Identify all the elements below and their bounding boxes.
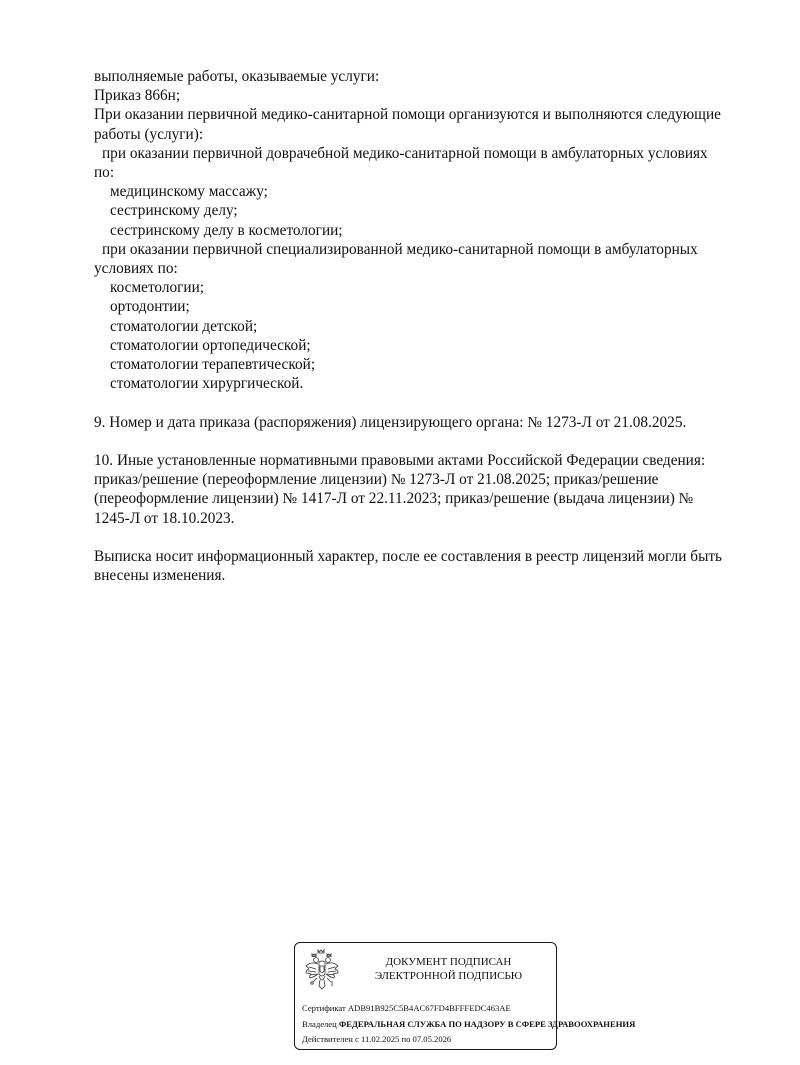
text-line: по: <box>94 164 115 182</box>
text-line: ортодонтии; <box>110 298 190 316</box>
text-line: сестринскому делу в косметологии; <box>110 221 343 239</box>
owner-value: ФЕДЕРАЛЬНАЯ СЛУЖБА ПО НАДЗОРУ В СФЕРЕ ЗДРАВООХРАНЕНИЯ <box>338 1018 636 1029</box>
text-line: условиях по: <box>94 260 178 278</box>
stamp-header-line2: ЭЛЕКТРОННОЙ ПОДПИСЬЮ <box>374 970 523 982</box>
text-line: При оказании первичной медико-санитарной помощи организуются и выполняются следующие <box>94 106 721 124</box>
stamp-validity: Действителен с 11.02.2025 по 07.05.2026 <box>302 1034 452 1044</box>
text-line: (переоформление лицензии) № 1417-Л от 22.11.2023; приказ/решение (выдача лицензии) № <box>94 490 694 508</box>
text-line: медицинскому массажу; <box>110 183 268 201</box>
russian-coat-of-arms-icon <box>303 948 341 992</box>
text-line: стоматологии хирургической. <box>110 375 304 393</box>
text-line: работы (услуги): <box>94 125 204 143</box>
text-line: стоматологии ортопедической; <box>110 336 311 354</box>
blank-line <box>94 432 754 451</box>
text-line: 9. Номер и дата приказа (распоряжения) лицензирующего органа: № 1273-Л от 21.08.2025. <box>94 413 687 431</box>
stamp-details <box>302 1001 636 1048</box>
stamp-header-line1: ДОКУМЕНТ ПОДПИСАН <box>385 956 512 968</box>
text-line: 1245-Л от 18.10.2023. <box>94 509 235 527</box>
text-line: косметологии; <box>110 279 205 297</box>
text-line: при оказании первичной специализированной медико-санитарной помощи в амбулаторных <box>102 240 698 258</box>
text-line: 10. Иные установленные нормативными правовыми актами Российской Федерации сведения: <box>94 452 706 470</box>
text-line: стоматологии детской; <box>110 317 258 335</box>
electronic-signature-stamp <box>294 942 636 1050</box>
certificate-value: ADB91B925C5B4AC67FD4BFFFEDC463AE <box>347 1003 511 1013</box>
owner-label: Владелец <box>302 1018 337 1029</box>
text-line: Приказ 866н; <box>94 87 181 105</box>
text-line: при оказании первичной доврачебной медико-санитарной помощи в амбулаторных условиях <box>102 144 708 162</box>
certificate-label: Сертификат <box>302 1003 346 1013</box>
blank-line <box>94 528 754 547</box>
stamp-certificate <box>302 1001 556 1017</box>
text-line: выполняемые работы, оказываемые услуги: <box>94 68 380 85</box>
text-line: Выписка носит информационный характер, после ее составления в реестр лицензий могли быть <box>94 548 723 566</box>
text-line: внесены изменения. <box>94 567 226 585</box>
text-line: приказ/решение (переоформление лицензии) № 1273-Л от 21.08.2025; приказ/решение <box>94 471 659 489</box>
blank-line <box>94 393 754 412</box>
text-line: стоматологии терапевтической; <box>110 356 316 374</box>
text-line: сестринскому делу; <box>110 202 238 220</box>
stamp-owner <box>302 1017 636 1033</box>
stamp-header <box>347 955 550 983</box>
document-body <box>94 67 754 585</box>
